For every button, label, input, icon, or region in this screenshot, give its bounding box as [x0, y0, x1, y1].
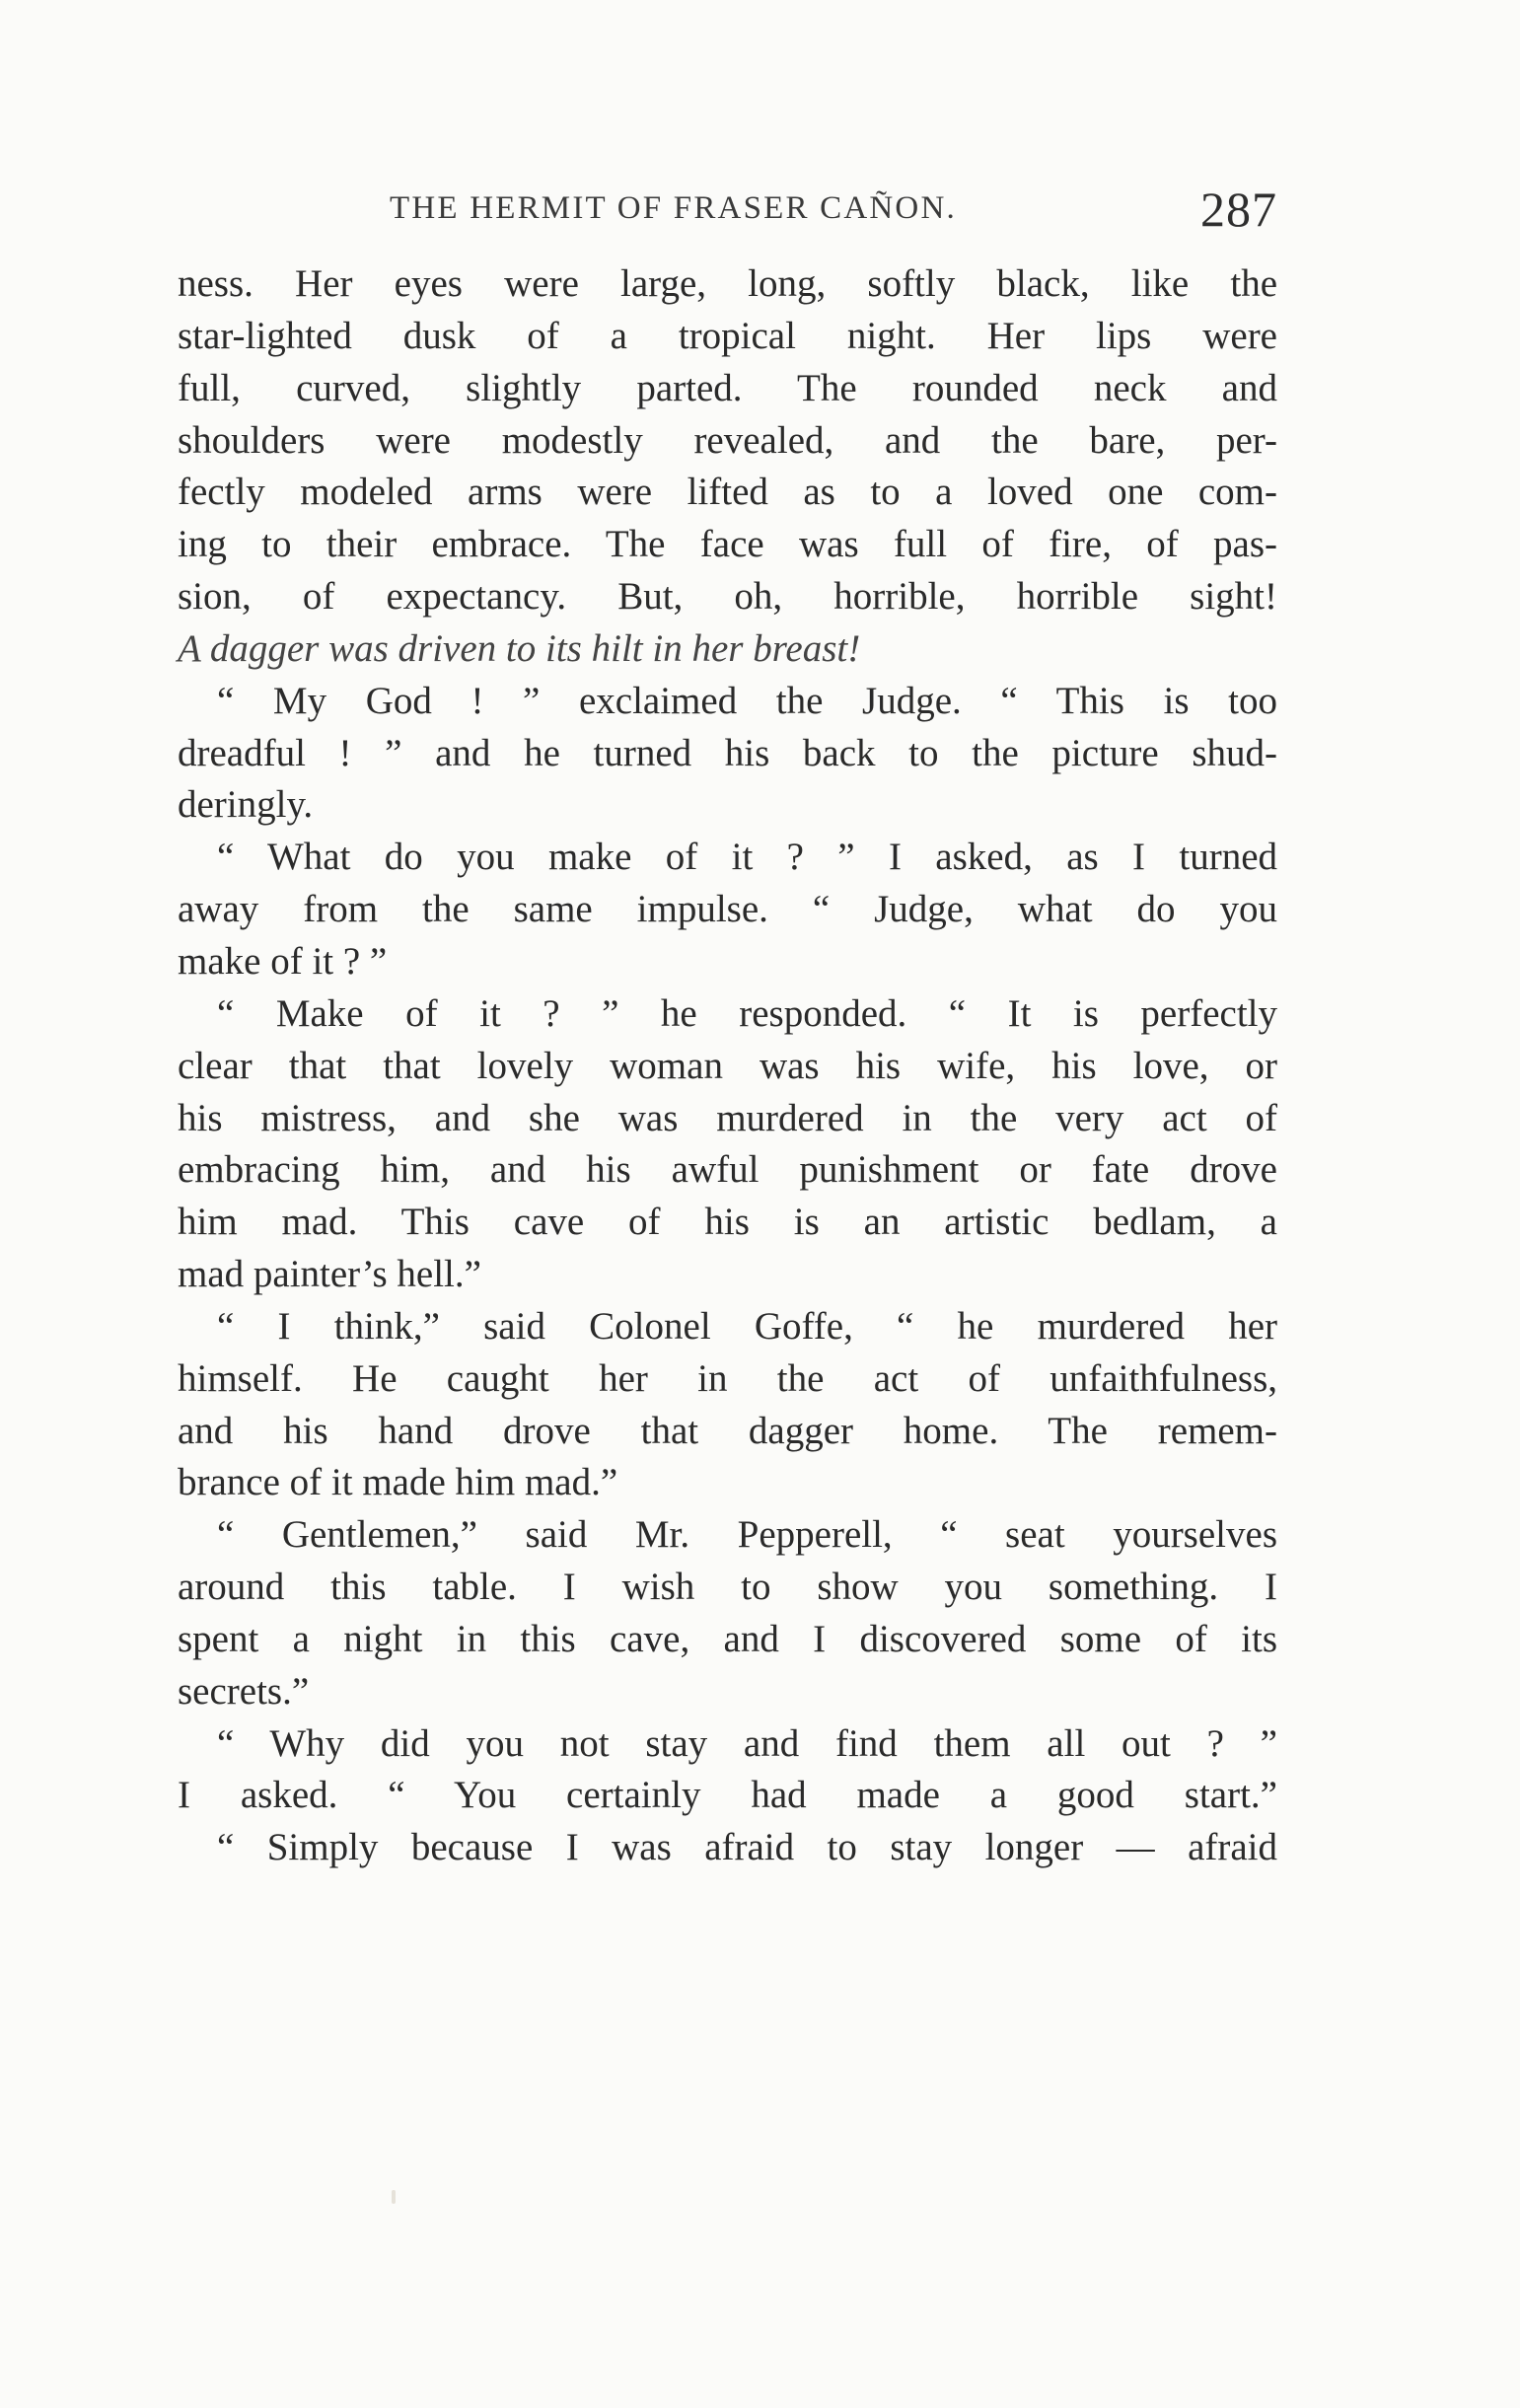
text-line: himself. He caught her in the act of unfaithfulness, [178, 1356, 1277, 1400]
text-line: deringly. [178, 783, 314, 827]
text-line: star-lighted dusk of a tropical night. Her lips were [178, 314, 1277, 357]
body-text [178, 258, 1277, 1874]
running-title: THE HERMIT OF FRASER CAÑON. [390, 190, 957, 226]
text-line: “ My God ! ” exclaimed the Judge. “ This is too [217, 679, 1277, 722]
text-line: secrets.” [178, 1669, 310, 1713]
text-line: around this table. I wish to show you something. I [178, 1566, 1277, 1609]
text-line: “ What do you make of it ? ” I asked, as I turned [217, 836, 1277, 879]
text-line: full, curved, slightly parted. The rounded neck and [178, 366, 1277, 409]
text-line: make of it ? ” [178, 939, 388, 983]
running-head [390, 181, 1277, 240]
text-line: “ Make of it ? ” he responded. “ It is perfectly [217, 991, 1277, 1035]
text-line: him mad. This cave of his is an artistic bedlam, a [178, 1201, 1277, 1244]
text-line: away from the same impulse. “ Judge, what do you [178, 888, 1277, 931]
text-line: “ I think,” said Colonel Goffe, “ he murdered her [217, 1304, 1277, 1348]
text-line: “ Why did you not stay and find them all out ? ” [217, 1721, 1277, 1765]
text-line: sion, of expectancy. But, oh, horrible, horrible sight! [178, 575, 1277, 619]
scan-speck [392, 2190, 396, 2204]
text-line: I asked. “ You certainly had made a good start.” [178, 1774, 1277, 1817]
text-line: mad painter’s hell.” [178, 1253, 481, 1296]
text-line: and his hand drove that dagger home. The remem- [178, 1409, 1277, 1452]
text-line: shoulders were modestly revealed, and the bare, per- [178, 418, 1277, 462]
text-line: clear that that lovely woman was his wife, his love, or [178, 1044, 1277, 1087]
text-line: his mistress, and she was murdered in the very act of [178, 1096, 1277, 1139]
text-line-italic: A dagger was driven to its hilt in her breast! [178, 626, 861, 670]
text-line: “ Gentlemen,” said Mr. Pepperell, “ seat yourselves [217, 1513, 1277, 1557]
text-line: fectly modeled arms were lifted as to a loved one com- [178, 471, 1277, 514]
text-line: embracing him, and his awful punishment or fate drove [178, 1148, 1277, 1192]
text-line: “ Simply because I was afraid to stay longer — afraid [217, 1826, 1277, 1869]
text-line: dreadful ! ” and he turned his back to the picture shud- [178, 731, 1277, 774]
text-line: ness. Her eyes were large, long, softly black, like the [178, 262, 1277, 305]
text-line: spent a night in this cave, and I discovered some of its [178, 1617, 1277, 1660]
text-line: ing to their embrace. The face was full of fire, of pas- [178, 523, 1277, 566]
text-line: brance of it made him mad.” [178, 1461, 618, 1504]
page-number: 287 [1200, 182, 1277, 237]
